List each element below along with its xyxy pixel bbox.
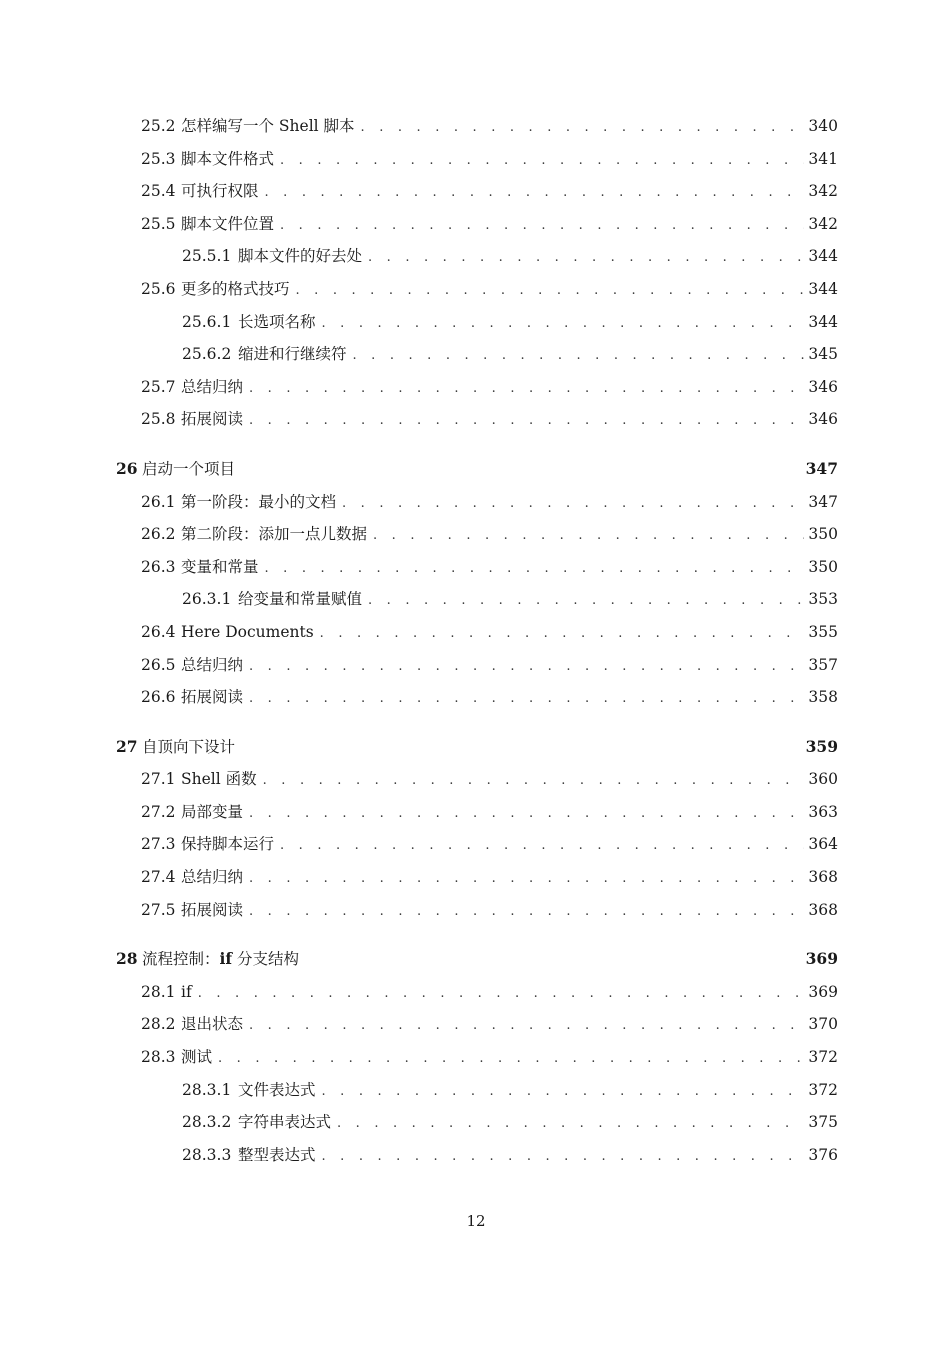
toc-entry[interactable] bbox=[116, 894, 838, 927]
entry-number: 27.5 bbox=[141, 900, 176, 919]
toc-entry[interactable] bbox=[116, 583, 838, 616]
chapter-title: 启动一个项目 bbox=[142, 459, 236, 478]
entry-title: 退出状态 bbox=[181, 1015, 244, 1034]
toc-entry[interactable] bbox=[116, 403, 838, 436]
entry-number: 27.1 bbox=[141, 770, 176, 789]
toc-entry[interactable] bbox=[116, 371, 838, 404]
entry-page: 357 bbox=[808, 655, 838, 674]
entry-title: 拓展阅读 bbox=[181, 688, 244, 707]
entry-title: 变量和常量 bbox=[181, 557, 259, 576]
entry-number: 28.2 bbox=[141, 1015, 176, 1034]
leader-dots bbox=[198, 978, 805, 1011]
entry-number: 28.3.1 bbox=[182, 1080, 232, 1099]
entry-number: 25.6.2 bbox=[182, 345, 232, 364]
entry-number: 25.5.1 bbox=[182, 247, 232, 266]
table-of-contents bbox=[116, 110, 838, 1171]
entry-page: 370 bbox=[808, 1015, 838, 1034]
entry-page: 375 bbox=[808, 1113, 838, 1132]
leader-dots bbox=[265, 553, 805, 586]
entry-title: 脚本文件位置 bbox=[181, 214, 275, 233]
toc-entry[interactable] bbox=[116, 763, 838, 796]
leader-dots bbox=[322, 1076, 805, 1109]
entry-page: 344 bbox=[808, 247, 838, 266]
toc-entry[interactable] bbox=[116, 175, 838, 208]
chapter-page: 369 bbox=[805, 949, 838, 969]
entry-number: 28.1 bbox=[141, 982, 176, 1001]
toc-chapter-heading[interactable] bbox=[116, 453, 838, 486]
entry-number: 26.5 bbox=[141, 655, 176, 674]
entry-title: Here Documents bbox=[181, 622, 314, 641]
chapter-title-suffix: 分支结构 bbox=[232, 950, 300, 969]
entry-title: 脚本文件格式 bbox=[181, 149, 275, 168]
entry-title: if bbox=[181, 982, 192, 1001]
chapter-gap bbox=[116, 436, 838, 453]
entry-number: 25.7 bbox=[141, 377, 176, 396]
entry-page: 346 bbox=[808, 410, 838, 429]
chapter-title: 自顶向下设计 bbox=[142, 737, 236, 756]
entry-page: 358 bbox=[808, 688, 838, 707]
toc-entry[interactable] bbox=[116, 240, 838, 273]
entry-page: 363 bbox=[808, 802, 838, 821]
leader-dots bbox=[322, 1141, 805, 1174]
entry-title: 缩进和行继续符 bbox=[238, 345, 347, 364]
entry-number: 25.3 bbox=[141, 149, 176, 168]
entry-page: 350 bbox=[808, 525, 838, 544]
entry-page: 346 bbox=[808, 377, 838, 396]
entry-title: 整型表达式 bbox=[238, 1145, 316, 1164]
entry-page: 355 bbox=[808, 622, 838, 641]
leader-dots bbox=[218, 1043, 804, 1076]
entry-number: 26.2 bbox=[141, 525, 176, 544]
entry-title: 给变量和常量赋值 bbox=[238, 590, 363, 609]
entry-title: 长选项名称 bbox=[238, 312, 316, 331]
toc-entry[interactable] bbox=[116, 616, 838, 649]
chapter-number: 26 bbox=[116, 458, 138, 478]
entry-title: 测试 bbox=[181, 1048, 213, 1067]
chapter-number: 28 bbox=[116, 949, 138, 969]
entry-page: 353 bbox=[808, 590, 838, 609]
entry-page: 345 bbox=[808, 345, 838, 364]
entry-page: 364 bbox=[808, 835, 838, 854]
leader-dots bbox=[280, 830, 804, 863]
entry-number: 27.3 bbox=[141, 835, 176, 854]
entry-number: 25.6 bbox=[141, 279, 176, 298]
entry-number: 28.3.2 bbox=[182, 1113, 232, 1132]
leader-dots bbox=[320, 618, 805, 651]
leader-dots bbox=[322, 308, 805, 341]
leader-dots bbox=[361, 112, 805, 145]
chapter-page: 359 bbox=[805, 736, 838, 756]
leader-dots bbox=[249, 798, 804, 831]
entry-number: 26.6 bbox=[141, 688, 176, 707]
toc-chapter-heading[interactable] bbox=[116, 943, 838, 976]
toc-entry[interactable] bbox=[116, 1074, 838, 1107]
leader-dots bbox=[249, 1010, 804, 1043]
entry-page: 341 bbox=[808, 149, 838, 168]
leader-dots bbox=[263, 765, 805, 798]
leader-dots bbox=[296, 275, 805, 308]
entry-number: 25.5 bbox=[141, 214, 176, 233]
leader-dots bbox=[368, 242, 804, 275]
leader-dots bbox=[249, 405, 804, 438]
entry-page: 372 bbox=[808, 1048, 838, 1067]
entry-title: 总结归纳 bbox=[181, 868, 244, 887]
entry-title: 第二阶段：添加一点儿数据 bbox=[181, 525, 368, 544]
leader-dots bbox=[280, 210, 804, 243]
toc-entry[interactable] bbox=[116, 208, 838, 241]
toc-entry[interactable] bbox=[116, 649, 838, 682]
toc-entry[interactable] bbox=[116, 110, 838, 143]
toc-entry[interactable] bbox=[116, 828, 838, 861]
entry-title: 脚本文件的好去处 bbox=[238, 247, 363, 266]
leader-dots bbox=[337, 1108, 804, 1141]
entry-number: 26.3.1 bbox=[182, 590, 232, 609]
entry-title: 怎样编写一个 Shell 脚本 bbox=[181, 117, 355, 135]
leader-dots bbox=[249, 683, 804, 716]
entry-page: 376 bbox=[808, 1145, 838, 1164]
entry-title: 拓展阅读 bbox=[181, 900, 244, 919]
entry-title: 总结归纳 bbox=[181, 377, 244, 396]
entry-number: 26.4 bbox=[141, 622, 176, 641]
entry-page: 344 bbox=[808, 279, 838, 298]
entry-number: 27.4 bbox=[141, 868, 176, 887]
entry-number: 25.6.1 bbox=[182, 312, 232, 331]
entry-page: 347 bbox=[808, 492, 838, 511]
toc-entry[interactable] bbox=[116, 486, 838, 519]
toc-chapter-heading[interactable] bbox=[116, 731, 838, 764]
toc-entry[interactable] bbox=[116, 143, 838, 176]
entry-page: 369 bbox=[808, 982, 838, 1001]
leader-dots bbox=[265, 177, 805, 210]
entry-page: 342 bbox=[808, 182, 838, 201]
toc-entry[interactable] bbox=[116, 273, 838, 306]
entry-title: 保持脚本运行 bbox=[181, 835, 275, 854]
leader-dots bbox=[249, 863, 804, 896]
chapter-title bbox=[142, 943, 299, 976]
entry-title: 拓展阅读 bbox=[181, 410, 244, 429]
toc-entry[interactable] bbox=[116, 551, 838, 584]
chapter-page: 347 bbox=[805, 458, 838, 478]
entry-page: 360 bbox=[808, 770, 838, 789]
entry-title: 字符串表达式 bbox=[238, 1113, 332, 1132]
entry-page: 342 bbox=[808, 214, 838, 233]
leader-dots bbox=[249, 896, 804, 929]
leader-dots bbox=[353, 340, 805, 373]
leader-dots bbox=[280, 145, 804, 178]
chapter-number: 27 bbox=[116, 736, 138, 756]
leader-dots bbox=[373, 520, 804, 553]
toc-entry[interactable] bbox=[116, 976, 838, 1009]
entry-page: 372 bbox=[808, 1080, 838, 1099]
entry-number: 26.1 bbox=[141, 492, 176, 511]
entry-number: 27.2 bbox=[141, 802, 176, 821]
entry-page: 368 bbox=[808, 900, 838, 919]
leader-dots bbox=[249, 373, 804, 406]
chapter-title-prefix: 流程控制： bbox=[142, 950, 220, 969]
chapter-title-keyword: if bbox=[219, 949, 233, 969]
entry-page: 350 bbox=[808, 557, 838, 576]
entry-title: 第一阶段：最小的文档 bbox=[181, 492, 337, 511]
leader-dots bbox=[249, 651, 804, 684]
page-number: 12 bbox=[466, 1212, 486, 1230]
entry-title: 更多的格式技巧 bbox=[181, 279, 290, 298]
entry-title: 可执行权限 bbox=[181, 182, 259, 201]
toc-entry[interactable] bbox=[116, 1041, 838, 1074]
entry-number: 25.8 bbox=[141, 410, 176, 429]
entry-title: 文件表达式 bbox=[238, 1080, 316, 1099]
leader-dots bbox=[368, 585, 804, 618]
toc-entry[interactable] bbox=[116, 796, 838, 829]
toc-entry[interactable] bbox=[116, 1106, 838, 1139]
entry-title: Shell 函数 bbox=[181, 770, 257, 789]
entry-page: 368 bbox=[808, 868, 838, 887]
entry-title: 总结归纳 bbox=[181, 655, 244, 674]
toc-entry[interactable] bbox=[116, 1139, 838, 1172]
entry-number: 25.2 bbox=[141, 117, 176, 135]
leader-dots bbox=[342, 488, 804, 521]
chapter-gap bbox=[116, 926, 838, 943]
entry-number: 28.3.3 bbox=[182, 1145, 232, 1164]
toc-entry[interactable] bbox=[116, 338, 838, 371]
entry-number: 25.4 bbox=[141, 182, 176, 201]
toc-entry[interactable] bbox=[116, 1008, 838, 1041]
toc-entry[interactable] bbox=[116, 306, 838, 339]
chapter-gap bbox=[116, 714, 838, 731]
toc-entry[interactable] bbox=[116, 681, 838, 714]
entry-page: 344 bbox=[808, 312, 838, 331]
toc-entry[interactable] bbox=[116, 861, 838, 894]
entry-page: 340 bbox=[808, 117, 838, 135]
entry-number: 28.3 bbox=[141, 1048, 176, 1067]
entry-title: 局部变量 bbox=[181, 802, 244, 821]
toc-entry[interactable] bbox=[116, 518, 838, 551]
entry-number: 26.3 bbox=[141, 557, 176, 576]
